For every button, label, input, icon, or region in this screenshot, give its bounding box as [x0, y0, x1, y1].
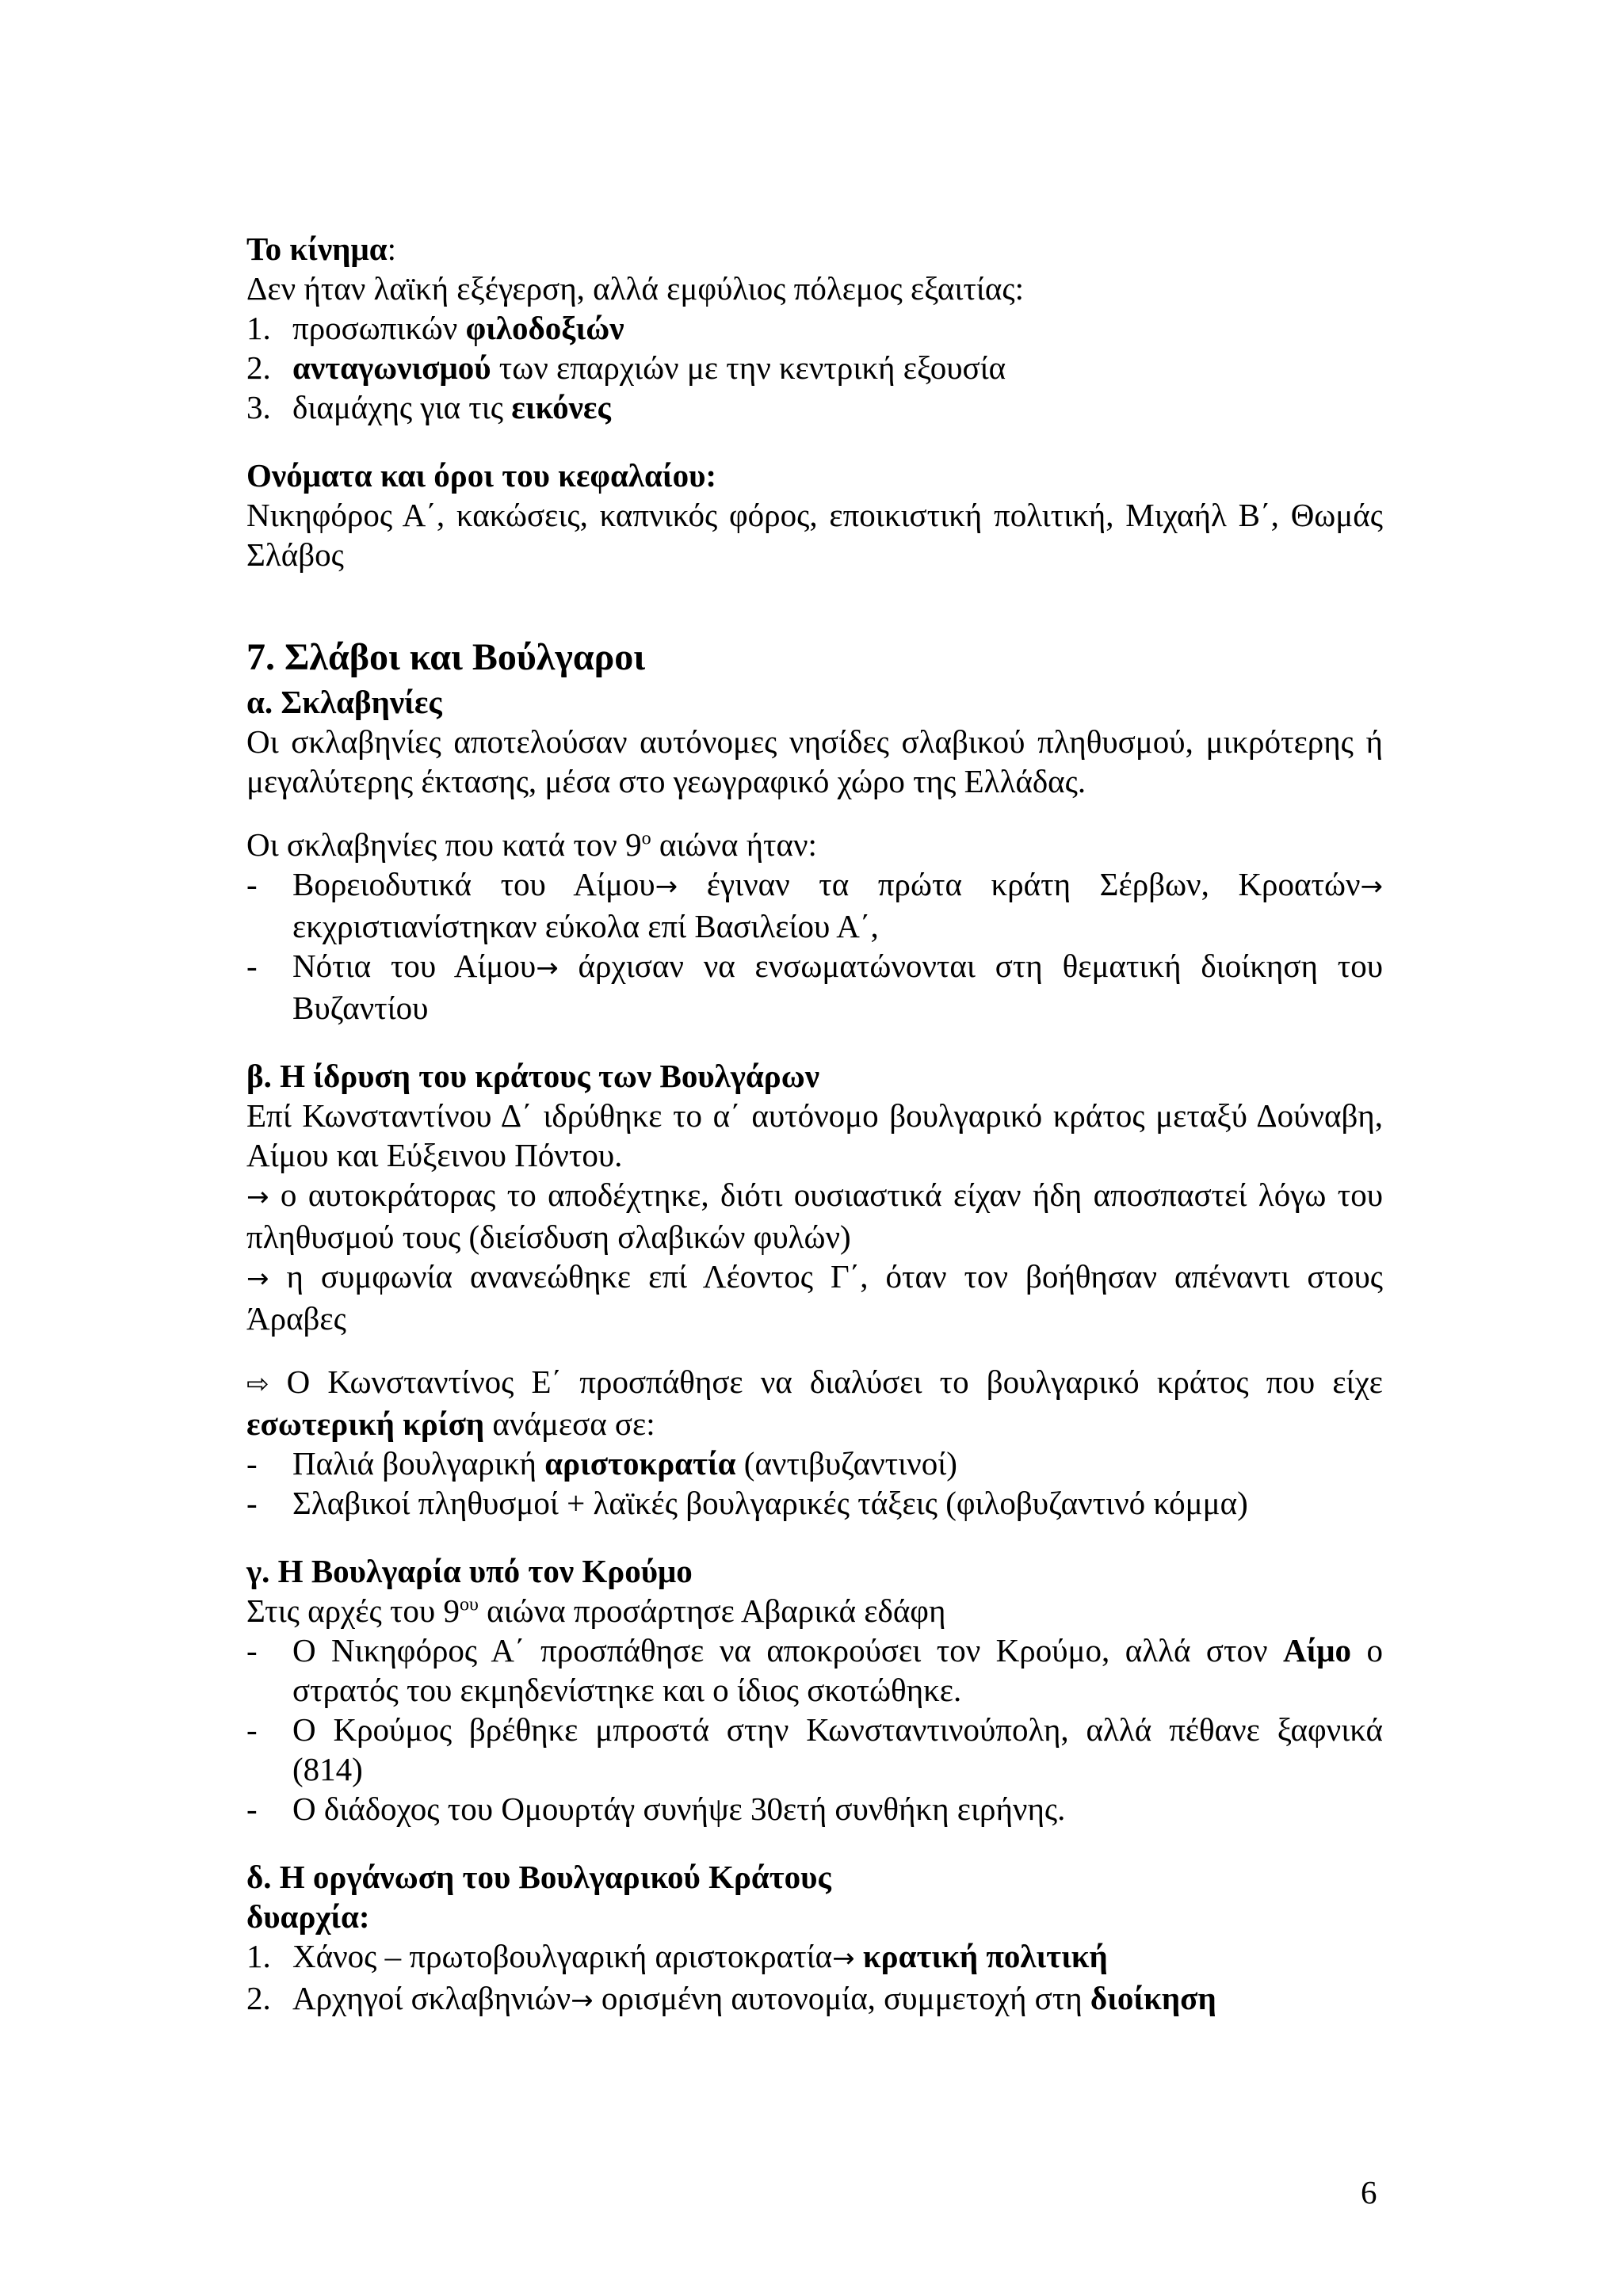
arrow-right-icon: → — [246, 1263, 269, 1295]
item-text: Παλιά βουλγαρική — [292, 1445, 545, 1482]
item-text: διαμάχης για τις — [292, 389, 512, 425]
dash-bullet-icon: - — [246, 1445, 258, 1482]
section-kinima-heading — [246, 229, 1383, 269]
item-number: 1. — [246, 1938, 271, 1974]
arrow-right-icon: → — [571, 1985, 594, 2016]
item-bold-text: εικόνες — [511, 389, 611, 425]
superscript: ο — [641, 828, 651, 849]
hollow-arrow-right-icon: ⇨ — [246, 1368, 269, 1400]
dash-bullet-icon: - — [246, 948, 258, 984]
section-a-text: Οι σκλαβηνίες αποτελούσαν αυτόνομες νησίδες σλαβικού πληθυσμού, μικρότερης ή μεγαλύτερης έκτασης, μέσα στο γεωγραφικό χώρο της Ελλάδας. — [246, 723, 1383, 799]
section-b-arrow-2 — [246, 1257, 1383, 1338]
item-number: 2. — [246, 1980, 271, 2016]
item-bold-text: Αίμο — [1282, 1632, 1352, 1669]
dash-item-kroumos — [246, 1710, 1383, 1789]
document-body — [246, 229, 1383, 2020]
section-onomata-heading: Ονόματα και όροι του κεφαλαίου: — [246, 457, 717, 494]
item-text: Σλαβικοί πληθυσμοί + λαϊκές βουλγαρικές τάξεις (φιλοβυζαντινό κόμμα) — [292, 1485, 1248, 1521]
dash-item-south — [246, 946, 1383, 1028]
item-text: η συμφωνία ανανεώθηκε επί Λέοντος Γ΄, όταν τον βοήθησαν απέναντι στους Άραβες — [246, 1258, 1383, 1337]
item-number: 2. — [246, 349, 271, 386]
arrow-right-icon: → — [655, 871, 678, 902]
numbered-item-2 — [246, 348, 1383, 387]
section-c-heading: γ. Η Βουλγαρία υπό τον Κρούμο — [246, 1553, 693, 1589]
intro-text: Στις αρχές του 9 — [246, 1592, 460, 1629]
heading-text: Το κίνημα — [246, 231, 388, 267]
chapter-title: 7. Σλάβοι και Βούλγαροι — [246, 636, 646, 678]
item-text: έγιναν τα πρώτα κράτη Σέρβων, Κροατών — [678, 866, 1361, 902]
item-text: Ο Κωνσταντίνος Ε΄ προσπάθησε να διαλύσει το βουλγαρικό κράτος που είχε — [269, 1363, 1383, 1400]
item-bold-text: αριστοκρατία — [544, 1445, 736, 1482]
item-number: 1. — [246, 310, 271, 346]
section-c-intro — [246, 1591, 1383, 1630]
dash-bullet-icon: - — [246, 1711, 258, 1748]
section-b-heading: β. Η ίδρυση του κράτους των Βουλγάρων — [246, 1058, 820, 1094]
item-text: Χάνος – πρωτοβουλγαρική αριστοκρατία — [292, 1938, 833, 1974]
numbered-item-1 — [246, 308, 1383, 348]
section-a-heading: α. Σκλαβηνίες — [246, 684, 442, 720]
numbered-item-leaders — [246, 1978, 1383, 2020]
item-text: ο αυτοκράτορας το αποδέχτηκε, διότι ουσιαστικά είχαν ήδη αποσπαστεί λόγω του πληθυσμού τους (διείσδυση σλαβικών φυλών) — [246, 1177, 1383, 1255]
dash-bullet-icon: - — [246, 1485, 258, 1521]
numbered-item-khan — [246, 1936, 1383, 1978]
arrow-right-icon: → — [1360, 871, 1383, 902]
item-text: Αρχηγοί σκλαβηνιών — [292, 1980, 571, 2016]
dash-item-aristocracy — [246, 1444, 1383, 1483]
item-text: προσωπικών — [292, 310, 466, 346]
dash-bullet-icon: - — [246, 1632, 258, 1669]
item-text: εκχριστιανίστηκαν εύκολα επί Βασιλείου Α΄, — [292, 908, 879, 944]
intro-text: αιώνα ήταν: — [651, 826, 817, 863]
arrow-right-icon: → — [832, 1943, 855, 1974]
item-text: ανάμεσα σε: — [484, 1405, 655, 1442]
intro-text: αιώνα προσάρτησε Αβαρικά εδάφη — [478, 1592, 946, 1629]
section-b-arrow-1 — [246, 1175, 1383, 1257]
item-text: ορισμένη αυτονομία, συμμετοχή στη — [593, 1980, 1090, 2016]
section-b-text: Επί Κωνσταντίνου Δ΄ ιδρύθηκε το α΄ αυτόνομο βουλγαρικό κράτος μεταξύ Δούναβη, Αίμου και Εύξεινου Πόντου. — [246, 1097, 1383, 1173]
dash-item-omourtag — [246, 1789, 1383, 1829]
kinima-intro: Δεν ήταν λαϊκή εξέγερση, αλλά εμφύλιος πόλεμος εξαιτίας: — [246, 270, 1025, 307]
item-text: Ο Νικηφόρος Α΄ προσπάθησε να αποκρούσει τον Κρούμο, αλλά στον — [292, 1632, 1283, 1669]
dash-item-slavic — [246, 1483, 1383, 1523]
item-text: άρχισαν να ενσωματώνονται στη θεματική διοίκηση του Βυζαντίου — [292, 948, 1383, 1026]
dash-bullet-icon: - — [246, 866, 258, 902]
dash-item-nikiforos — [246, 1630, 1383, 1710]
onomata-text: Νικηφόρος Α΄, κακώσεις, καπνικός φόρος, εποικιστική πολιτική, Μιχαήλ Β΄, Θωμάς Σλάβος — [246, 497, 1383, 573]
heading-colon: : — [387, 231, 396, 267]
superscript: ου — [459, 1594, 479, 1615]
item-bold-text: ανταγωνισμού — [292, 349, 491, 386]
page-number: 6 — [1361, 2174, 1377, 2210]
item-text: Βορειοδυτικά του Αίμου — [292, 866, 655, 902]
dash-item-northwest — [246, 864, 1383, 946]
item-bold-text: κρατική πολιτική — [854, 1938, 1108, 1974]
section-d-subtitle: δυαρχία: — [246, 1898, 370, 1935]
section-a-intro — [246, 825, 1383, 864]
arrow-right-icon: → — [246, 1181, 269, 1213]
numbered-item-3 — [246, 387, 1383, 427]
item-text: ο στρατός του εκμηδενίστηκε και ο ίδιος σκοτώθηκε. — [292, 1632, 1383, 1708]
item-number: 3. — [246, 389, 271, 425]
item-text: (αντιβυζαντινοί) — [735, 1445, 957, 1482]
item-text: Ο Κρούμος βρέθηκε μπροστά στην Κωνσταντινούπολη, αλλά πέθανε ξαφνικά (814) — [292, 1711, 1383, 1787]
section-d-heading: δ. Η οργάνωση του Βουλγαρικού Κράτους — [246, 1859, 831, 1895]
arrow-right-icon: → — [536, 952, 559, 984]
item-text: Ο διάδοχος του Ομουρτάγ συνήψε 30ετή συνθήκη ειρήνης. — [292, 1791, 1066, 1827]
item-text: Νότια του Αίμου — [292, 948, 537, 984]
section-b-konstantinos — [246, 1362, 1383, 1444]
intro-text: Οι σκλαβηνίες που κατά τον 9 — [246, 826, 642, 863]
item-bold-text: εσωτερική κρίση — [246, 1405, 485, 1442]
item-bold-text: φιλοδοξιών — [465, 310, 624, 346]
dash-bullet-icon: - — [246, 1791, 258, 1827]
item-text: των επαρχιών με την κεντρική εξουσία — [491, 349, 1006, 386]
item-bold-text: διοίκηση — [1090, 1980, 1216, 2016]
